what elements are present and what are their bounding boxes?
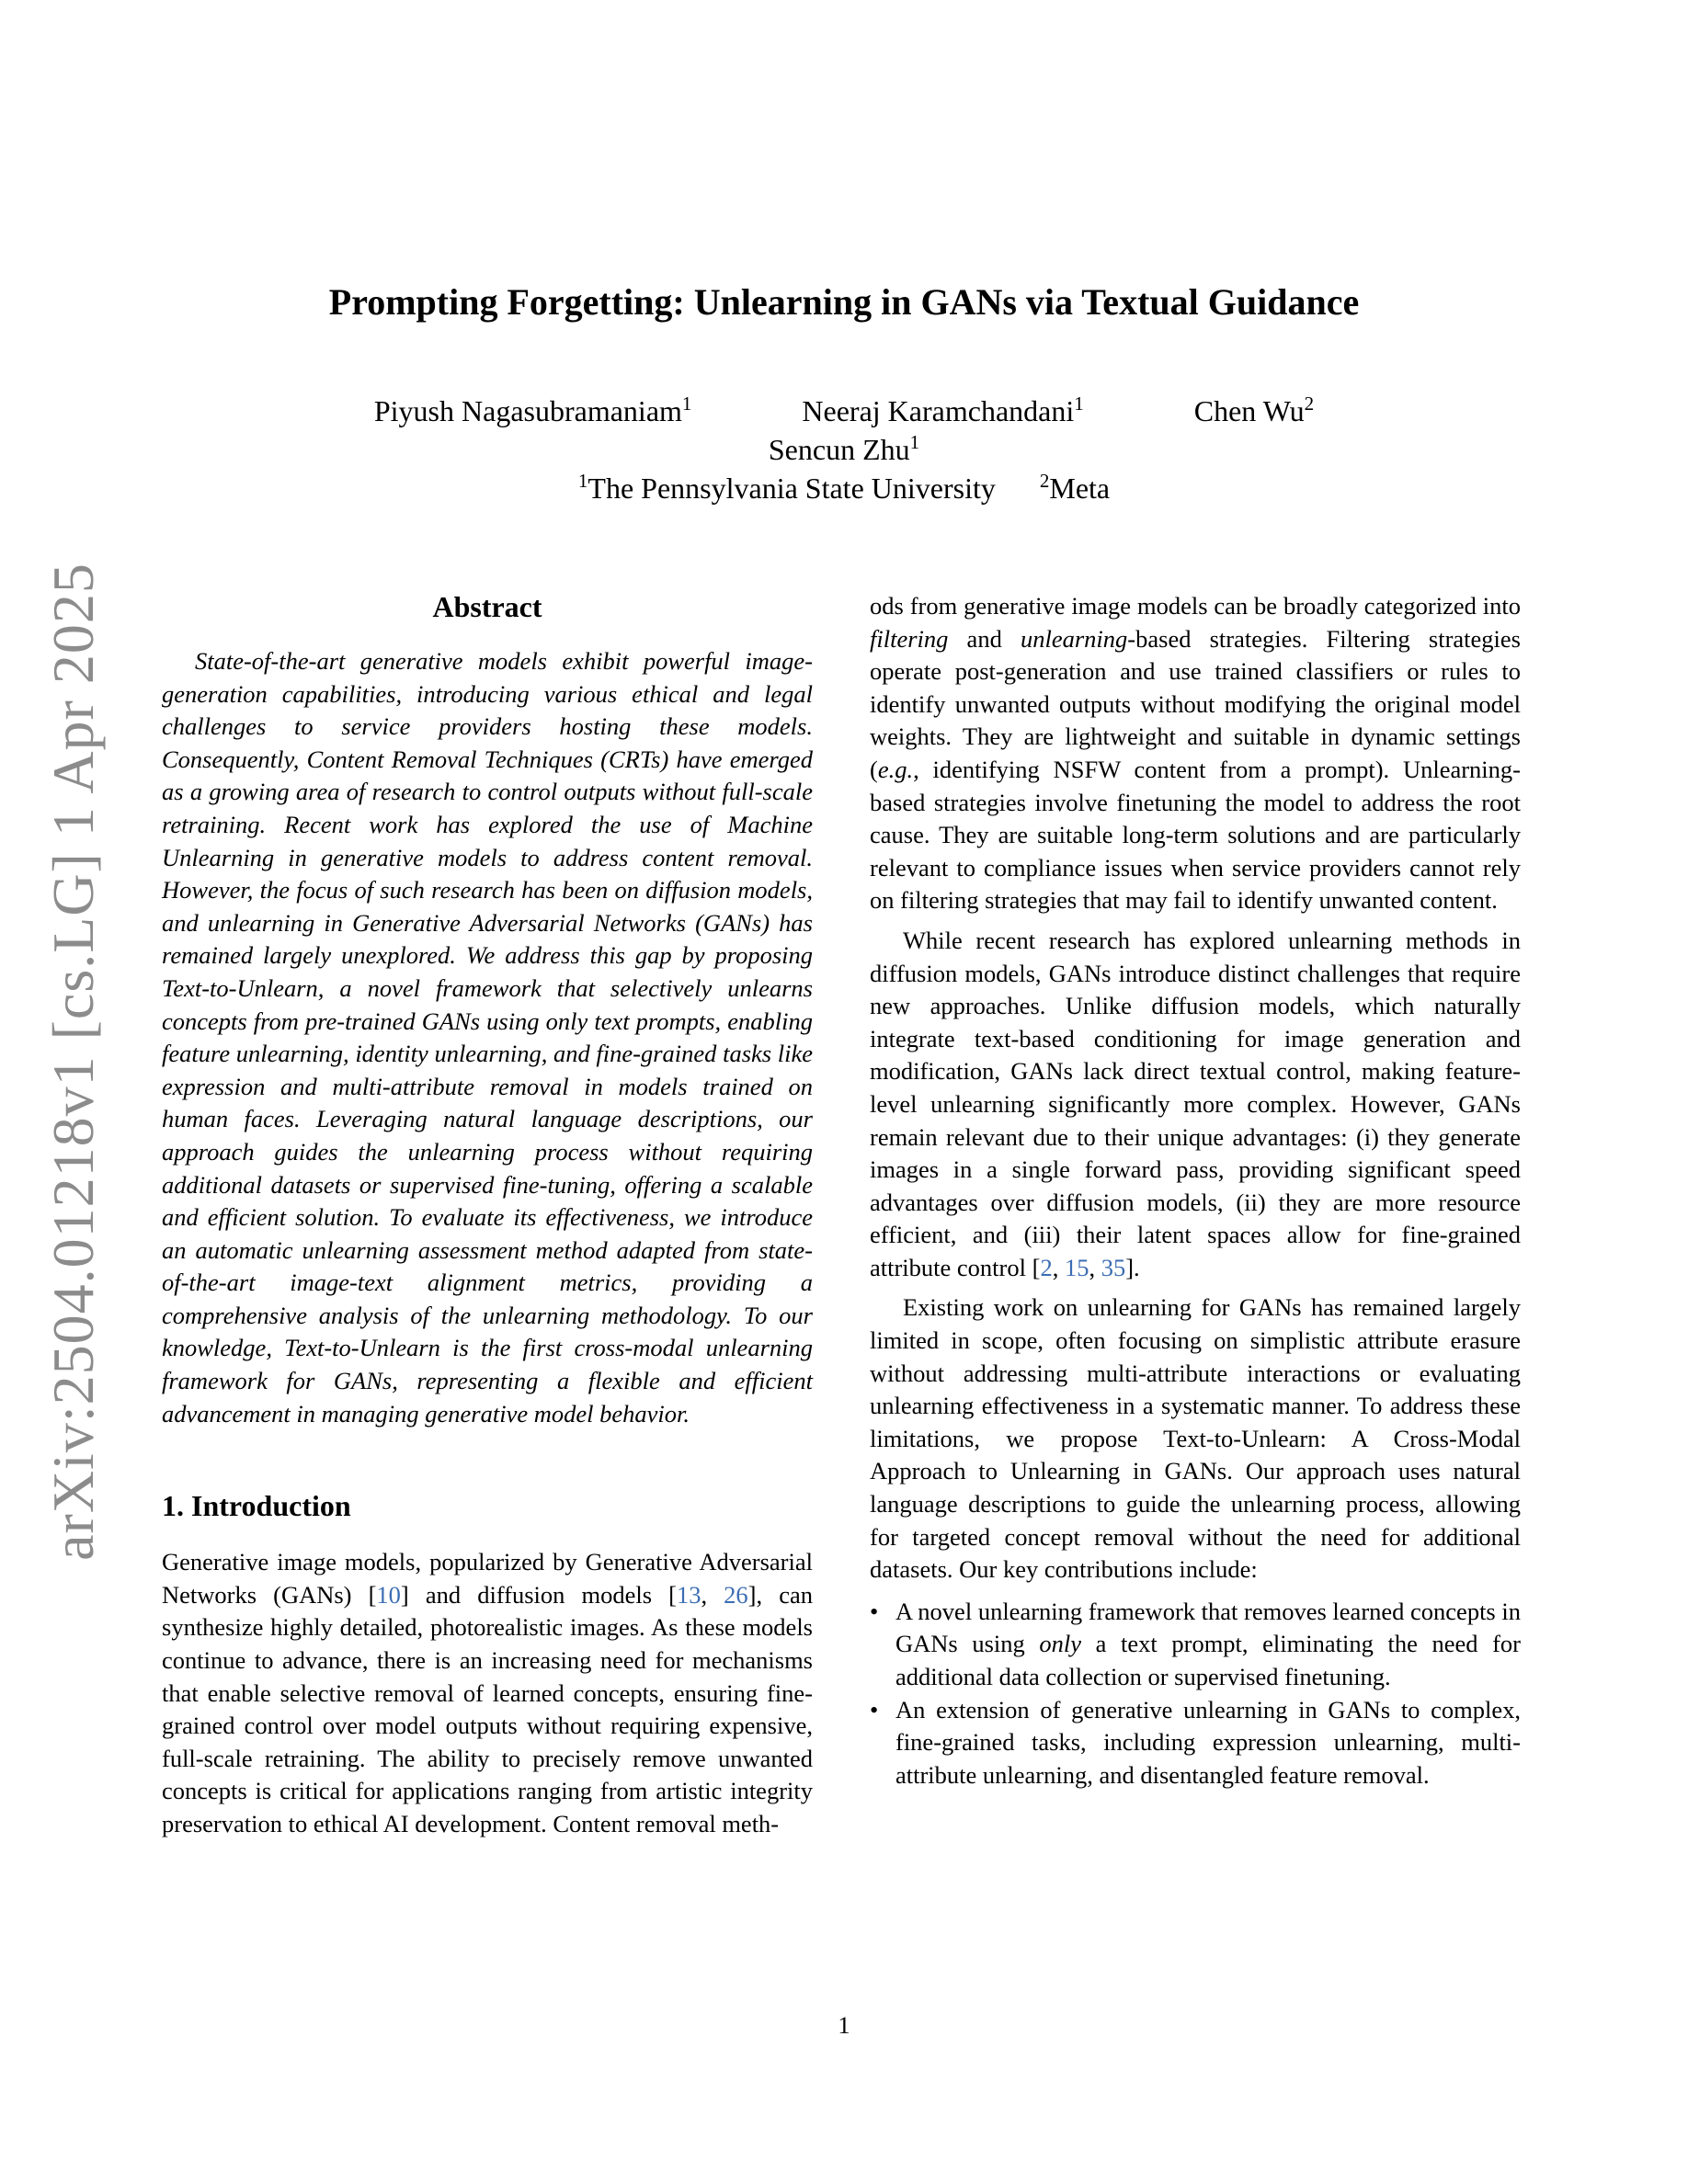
affiliation-1: $^1$The Pennsylvania State University [577,470,996,505]
contributions-list [870,1596,1521,1792]
intro-paragraph-2: While recent research has explored unlearning methods in diffusion models, GANs introduce distinct challenges that require new approaches. Unlike diffusion models, which naturally integrate text-based conditioning for image generation and modification, GANs lack direct textual control, making feature-level unlearning significantly more complex. However, GANs remain relevant due to their unique advantages: (i) they generate images in a single forward pass, providing significant speed advantages over diffusion models, (ii) they are more resource efficient, and (iii) their latent spaces allow for fine-grained attribute control [2, 15, 35]. [870,926,1521,1281]
citation-link[interactable]: 10 [376,1580,401,1609]
author-4: Sencun Zhu$^1$ [768,431,920,466]
arxiv-identifier-text: arXiv:2504.01218v1 [cs.LG] 1 Apr 2025 [40,563,106,1561]
right-column [870,590,1521,1792]
list-item: • A novel unlearning framework that removes learned concepts in GANs using only a text prompt, eliminating the need for additional data collection or supervised finetuning. [870,1597,1522,1690]
citation-link[interactable]: 15 [1064,1253,1089,1281]
abstract-text: State-of-the-art generative models exhibit powerful image-generation capabilities, introducing various ethical and legal challenges to service providers hosting these models. Consequently, Content Removal Techniques (CRTs) have emerged as a growing area of research to control outputs without full-scale retraining. Recent work has explored the use of Machine Unlearning in generative models to address content removal. However, the focus of such research has been on diffusion models, and unlearning in Generative Adversarial Networks (GANs) has remained largely unexplored. We address this gap by proposing Text-to-Unlearn, a novel framework that selectively unlearns concepts from pre-trained GANs using only text prompts, enabling feature unlearning, identity unlearning, and fine-grained tasks like expression and multi-attribute removal in models trained on human faces. Leveraging natural language descriptions, our approach guides the unlearning process without requiring additional datasets or supervised fine-tuning, offering a scalable and efficient solution. To evaluate its effectiveness, we introduce an automatic unlearning assessment method adapted from state-of-the-art image-text alignment metrics, providing a comprehensive analysis of the unlearning methodology. To our knowledge, Text-to-Unlearn is the first cross-modal unlearning framework for GANs, representing a flexible and efficient advancement in managing generative model behavior. [162,647,813,1428]
arxiv-identifier [0,563,147,1561]
author-block [0,392,1688,507]
left-column [162,590,813,1841]
author-1: Piyush Nagasubramaniam$^1$ [373,392,692,427]
citation-link[interactable]: 13 [676,1580,701,1609]
affiliations [0,469,1688,507]
intro-paragraph-1: Generative image models, popularized by Generative Adversarial Networks (GANs) [10] and diffusion models [13, 26], can synthesize highly detailed, photorealistic images. As these models continue to advance, there is an increasing need for mechanisms that enable selective removal of learned concepts, ensuring fine-grained control over model outputs without requiring expensive, full-scale retraining. The ability to precisely remove unwanted concepts is critical for applications ranging from artistic integrity preservation to ethical AI development. Content removal meth- [162,1548,813,1837]
affiliation-2: $^2$Meta [1039,470,1111,505]
intro-heading: 1. Introduction [162,1489,351,1523]
author-row [0,392,1688,430]
author-row-2 [0,430,1688,469]
citation-link[interactable]: 35 [1101,1253,1126,1281]
intro-paragraph-3: Existing work on unlearning for GANs has remained largely limited in scope, often focusing on simplistic attribute erasure without addressing multi-attribute interactions or evaluating unlearning effectiveness in a systematic manner. To address these limitations, we propose Text-to-Unlearn: A Cross-Modal Approach to Unlearning in GANs. Our approach uses natural language descriptions to guide the unlearning process, allowing for targeted concept removal without the need for additional datasets. Our key contributions include: [870,1293,1521,1584]
bullet-icon: • [870,1597,879,1625]
author-3: Chen Wu$^2$ [1193,392,1315,427]
paper-title: Prompting Forgetting: Unlearning in GANs via Textual Guidance [328,281,1360,323]
author-2: Neeraj Karamchandani$^1$ [802,392,1084,427]
citation-link[interactable]: 26 [724,1580,748,1609]
list-item: • An extension of generative unlearning in GANs to complex, fine-grained tasks, including expression unlearning, multi-attribute unlearning, and disentangled feature removal. [870,1695,1521,1789]
abstract-heading: Abstract [432,590,542,623]
intro-paragraph-1-continued: ods from generative image models can be broadly categorized into filtering and unlearning-based strategies. Filtering strategies operate post-generation and use trained classifiers or rules to identify unwanted outputs without modifying the original model weights. They are lightweight and suitable in dynamic settings (e.g., identifying NSFW content from a prompt). Unlearning-based strategies involve finetuning the model to address the root cause. They are suitable long-term solutions and are particularly relevant to compliance issues when service providers cannot rely on filtering strategies that may fail to identify unwanted content. [870,592,1521,915]
bullet-icon: • [870,1695,879,1723]
citation-link[interactable]: 2 [1040,1253,1053,1281]
page-number: 1 [838,2011,850,2039]
